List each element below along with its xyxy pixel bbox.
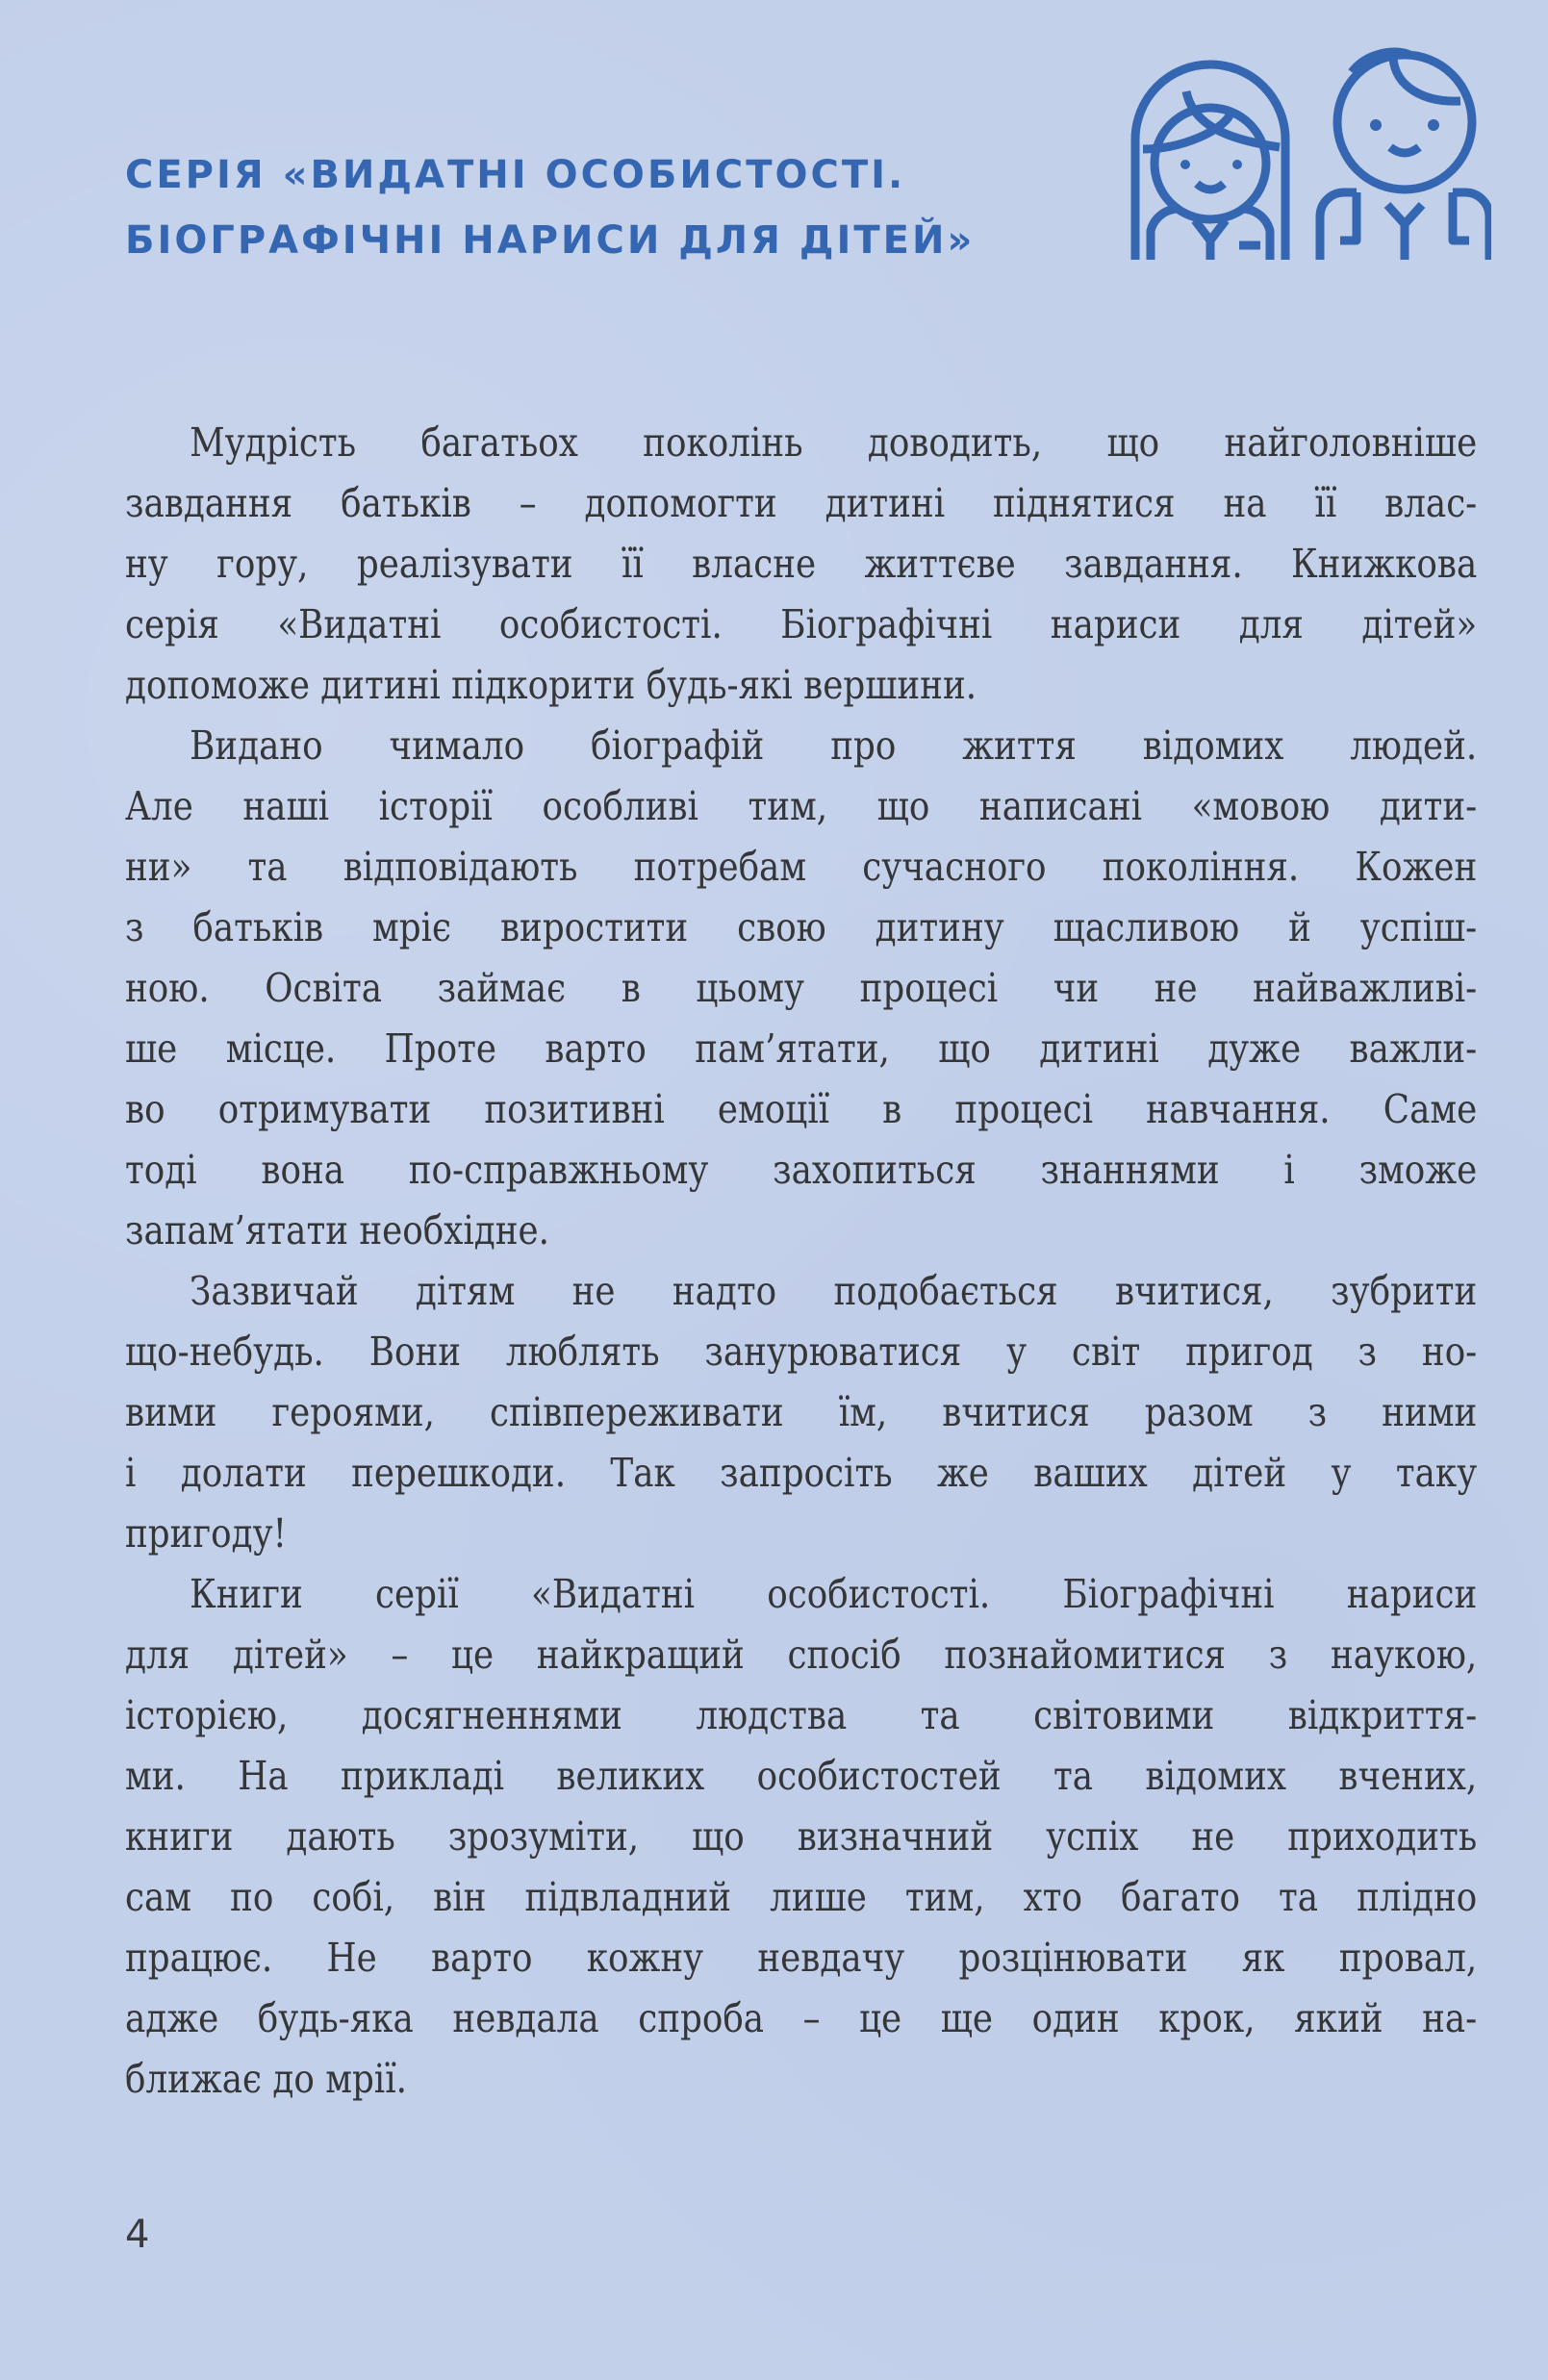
text-line: ближає до мрії. bbox=[125, 2055, 407, 2102]
text-line: Мудрість багатьох поколінь доводить, що найголовніше bbox=[190, 418, 1478, 466]
series-title-line-1: СЕРІЯ «ВИДАТНІ ОСОБИСТОСТІ. bbox=[125, 153, 906, 197]
text-line: книги дають зрозуміти, що визначний успіх не приходить bbox=[125, 1812, 1478, 1860]
text-line: Книги серії «Видатні особистості. Біографічні нариси bbox=[190, 1570, 1478, 1617]
body-text bbox=[125, 412, 1478, 2109]
text-line: допоможе дитині підкорити будь-які вершини. bbox=[125, 661, 977, 708]
girl-and-boy-icon bbox=[1116, 34, 1491, 265]
text-line: запам’ятати необхідне. bbox=[125, 1206, 549, 1253]
text-line: історією, досягненнями людства та світовими відкриття- bbox=[125, 1691, 1478, 1738]
text-line: Але наші історії особливі тим, що написані «мовою дити- bbox=[125, 782, 1478, 829]
text-line: ну гору, реалізувати її власне життєве завдання. Книжкова bbox=[125, 540, 1478, 587]
text-line: що-небудь. Вони люблять занурюватися у світ пригод з но- bbox=[125, 1328, 1478, 1375]
text-line: сам по собі, він підвладний лише тим, хто багато та плідно bbox=[125, 1873, 1478, 1920]
girl-icon bbox=[1135, 64, 1285, 260]
text-line: ни» та відповідають потребам сучасного покоління. Кожен bbox=[125, 843, 1478, 890]
text-line: адже будь-яка невдала спроба – це ще один крок, який на- bbox=[125, 1994, 1478, 2041]
text-line: ми. На прикладі великих особистостей та відомих вчених, bbox=[125, 1752, 1478, 1799]
boy-icon bbox=[1320, 52, 1489, 260]
text-line: працює. Не варто кожну невдачу розцінювати як провал, bbox=[125, 1934, 1478, 1981]
text-line: ною. Освіта займає в цьому процесі чи не найважливі- bbox=[125, 964, 1478, 1011]
page-number: 4 bbox=[125, 2213, 150, 2257]
text-line: завдання батьків – допомогти дитині піднятися на її влас- bbox=[125, 479, 1478, 526]
text-line: з батьків мріє виростити свою дитину щасливою й успіш- bbox=[125, 903, 1478, 950]
text-line: ше місце. Проте варто пам’ятати, що дитині дуже важли- bbox=[125, 1025, 1478, 1072]
text-line: пригоду! bbox=[125, 1509, 287, 1557]
text-line: во отримувати позитивні емоції в процесі навчання. Саме bbox=[125, 1085, 1478, 1132]
series-title-line-2: БІОГРАФІЧНІ НАРИСИ ДЛЯ ДІТЕЙ» bbox=[125, 218, 976, 263]
text-line: серія «Видатні особистості. Біографічні нариси для дітей» bbox=[125, 600, 1478, 647]
text-line: і долати перешкоди. Так запросіть же ваших дітей у таку bbox=[125, 1449, 1478, 1496]
text-line: Зазвичай дітям не надто подобається вчитися, зубрити bbox=[190, 1267, 1478, 1314]
text-line: тоді вона по-справжньому захопиться знаннями і зможе bbox=[125, 1146, 1478, 1193]
text-line: для дітей» – це найкращий спосіб познайомитися з наукою, bbox=[125, 1631, 1478, 1678]
series-title bbox=[125, 142, 975, 273]
text-line: Видано чимало біографій про життя відомих людей. bbox=[190, 722, 1478, 769]
text-line: вими героями, співпереживати їм, вчитися разом з ними bbox=[125, 1388, 1478, 1435]
